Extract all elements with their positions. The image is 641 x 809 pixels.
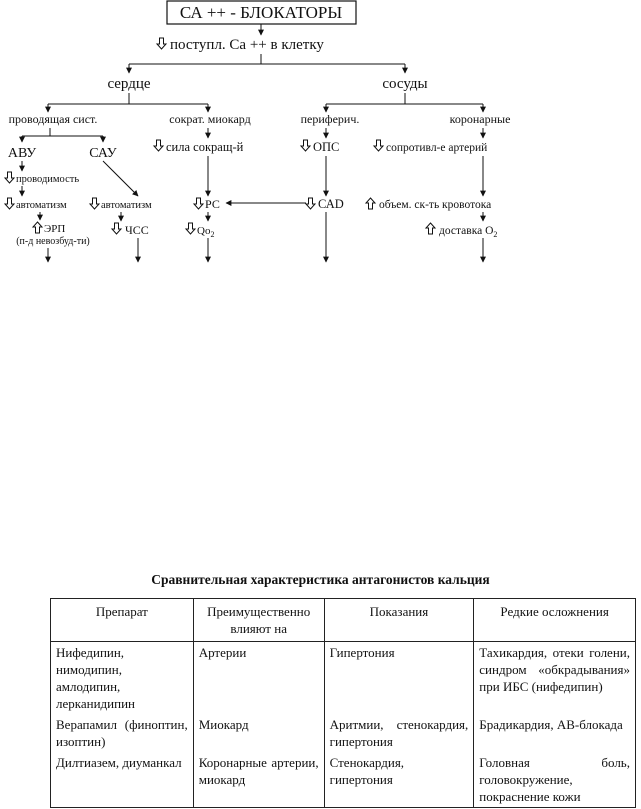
up-arrow-icon	[33, 222, 42, 233]
down-arrow-icon	[112, 223, 121, 234]
header-target: Преимущественно влияют на	[193, 599, 324, 642]
sad-label: САD	[318, 197, 344, 211]
table-row	[51, 642, 636, 715]
table-caption: Сравнительная характеристика антагонистов кальция	[151, 572, 490, 587]
erp-label: ЭРП	[44, 223, 66, 235]
cell-target: Миокард	[193, 714, 324, 752]
automatism-sau-label: автоматизм	[101, 200, 152, 211]
cell-side-effects: Головная боль, головокружение, покраснение кожи	[474, 752, 636, 808]
diagram-title: СА ++ - БЛОКАТОРЫ	[179, 3, 343, 22]
table-row	[51, 714, 636, 752]
peripheral-label: периферич.	[300, 112, 360, 126]
down-arrow-icon	[374, 140, 383, 151]
header-drug: Препарат	[51, 599, 194, 642]
cell-target: Артерии	[193, 642, 324, 715]
o2-delivery-label: доставка $О_2$	[439, 225, 498, 239]
down-arrow-icon	[154, 140, 163, 151]
down-arrow-icon	[306, 198, 315, 209]
cell-drug: Верапамил (финоптин, изоптин)	[51, 714, 194, 752]
down-arrow-icon	[301, 140, 310, 151]
cell-indications: Стенокардия, гипертония	[324, 752, 474, 808]
conduction-system-label: проводящая сист.	[8, 112, 98, 126]
comparison-table	[50, 598, 636, 808]
qo2-label: $Qo_2$	[197, 225, 215, 239]
automatism-avu-label: автоматизм	[16, 200, 67, 211]
myocardium-label: сократ. миокард	[169, 112, 251, 126]
rs-label: РС	[205, 197, 220, 211]
cell-drug: Нифедипин, нимодипин, амлодипин, лерканидипин	[51, 642, 194, 715]
erp-note-label: (п-д невозбуд-ти)	[16, 236, 90, 247]
down-arrow-icon	[5, 198, 14, 209]
cell-indications: Гипертония	[324, 642, 474, 715]
header-side-effects: Редкие осложнения	[474, 599, 636, 642]
cell-side-effects: Брадикардия, АВ-блокада	[474, 714, 636, 752]
heart-label: сердце	[107, 76, 151, 92]
cell-side-effects: Тахикардия, отеки голени, синдром «обкрадывания» при ИБС (нифедипин)	[474, 642, 636, 715]
cell-drug: Дилтиазем, диуманкал	[51, 752, 194, 808]
down-arrow-icon	[186, 223, 195, 234]
calcium-blockers-diagram	[0, 0, 641, 270]
down-arrow-icon	[5, 172, 14, 183]
contraction-force-label: сила сокращ-й	[166, 140, 244, 154]
down-arrow-icon	[194, 198, 203, 209]
blood-flow-label: объем. ск-ть кровотока	[379, 199, 492, 211]
down-arrow-icon	[90, 198, 99, 209]
sau-label: САУ	[89, 146, 117, 161]
up-arrow-icon	[426, 223, 435, 234]
cell-target: Коронарные артерии, миокард	[193, 752, 324, 808]
coronary-label: коронарные	[449, 112, 511, 126]
heart-rate-label: ЧСС	[125, 223, 149, 237]
table-header-row	[51, 599, 636, 642]
arterial-resistance-label: сопротивл-е артерий	[386, 142, 488, 154]
vessels-label: сосуды	[382, 76, 428, 92]
avu-label: АВУ	[7, 146, 37, 161]
table-row	[51, 752, 636, 808]
ops-label: ОПС	[313, 140, 340, 154]
cell-indications: Аритмии, стенокардия, гипертония	[324, 714, 474, 752]
header-indications: Показания	[324, 599, 474, 642]
level1-label: поступл. Са ++ в клетку	[170, 37, 324, 53]
down-arrow-icon	[157, 38, 166, 49]
up-arrow-icon	[366, 198, 375, 209]
conductivity-label: проводимость	[16, 174, 80, 185]
